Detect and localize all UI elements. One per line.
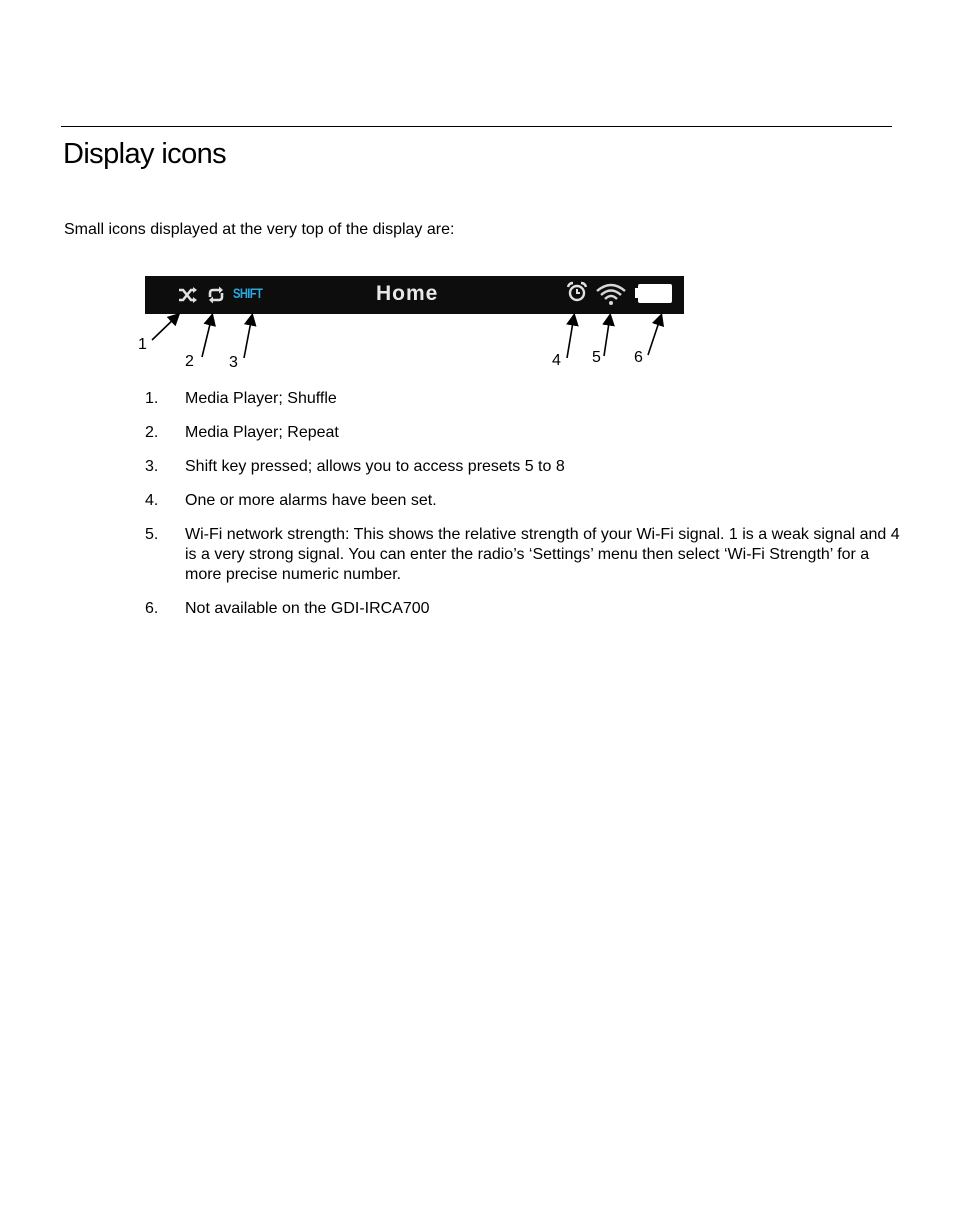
repeat-icon [207, 286, 225, 304]
list-item [145, 525, 905, 585]
callout-arrow-2 [202, 316, 212, 357]
list-item-number: 6. [145, 600, 159, 617]
list-item-number: 5. [145, 526, 159, 543]
list-item-number: 2. [145, 424, 159, 441]
icon-description-list [145, 389, 905, 633]
callout-arrow-5 [604, 316, 610, 356]
list-item [145, 599, 905, 619]
callout-number-2: 2 [185, 353, 194, 370]
home-title: Home [376, 282, 439, 305]
callout-arrow-4 [567, 316, 574, 358]
callout-number-5: 5 [592, 349, 601, 366]
callout-number-3: 3 [229, 354, 238, 371]
list-item-text: Wi-Fi network strength: This shows the relative strength of your Wi-Fi signal. 1 is a weak signal and 4 is a very strong signal. You can enter the radio’s ‘Settings’ menu then select ‘Wi-Fi Strength’ for a more precise numeric number. [185, 526, 900, 583]
display-status-bar [145, 276, 684, 314]
list-item-number: 3. [145, 458, 159, 475]
battery-icon [635, 284, 673, 304]
list-item-text: Shift key pressed; allows you to access presets 5 to 8 [185, 458, 565, 475]
list-item [145, 389, 905, 409]
top-rule [61, 126, 892, 127]
display-icons-figure [0, 0, 954, 380]
callout-arrows [0, 0, 954, 380]
callout-arrow-3 [244, 316, 252, 358]
list-item-text: One or more alarms have been set. [185, 492, 437, 509]
list-item [145, 457, 905, 477]
callout-number-4: 4 [552, 352, 561, 369]
callout-number-6: 6 [634, 349, 643, 366]
wifi-icon [594, 282, 628, 306]
list-item [145, 491, 905, 511]
list-item-number: 4. [145, 492, 159, 509]
list-item-text: Media Player; Repeat [185, 424, 339, 441]
shuffle-icon [178, 286, 198, 304]
list-item-text: Not available on the GDI-IRCA700 [185, 600, 430, 617]
shift-indicator: SHIFT [233, 285, 263, 301]
alarm-clock-icon [566, 281, 588, 303]
intro-text: Small icons displayed at the very top of the display are: [64, 221, 455, 238]
callout-arrow-6 [648, 316, 661, 355]
list-item [145, 423, 905, 443]
callout-arrow-1 [152, 315, 178, 340]
list-item-number: 1. [145, 390, 159, 407]
callout-number-1: 1 [138, 336, 147, 353]
page-title: Display icons [63, 138, 227, 170]
list-item-text: Media Player; Shuffle [185, 390, 337, 407]
